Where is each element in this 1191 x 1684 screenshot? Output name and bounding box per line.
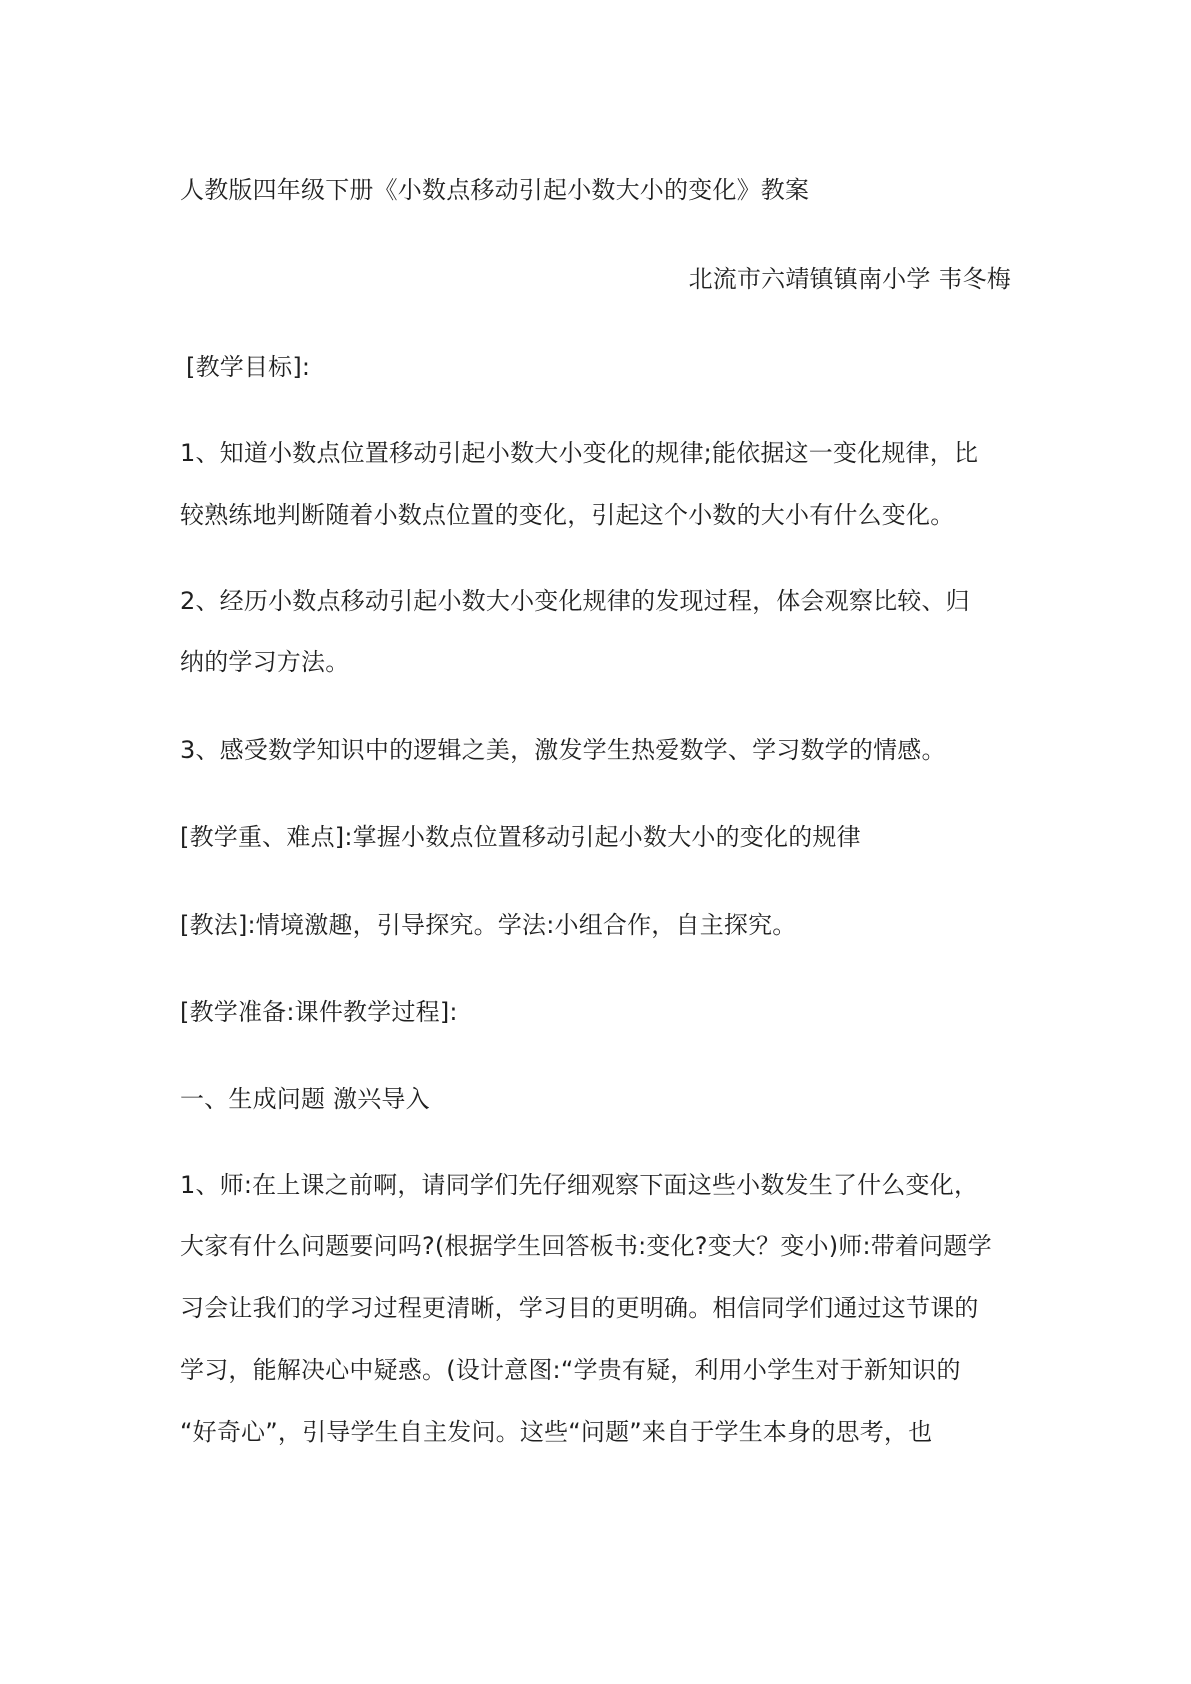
paragraph-1-line-5: “好奇心”，引导学生自主发问。这些“问题”来自于学生本身的思考，也 [180,1418,933,1446]
methods: [教法]:情境激趣，引导探究。学法:小组合作，自主探究。 [180,911,797,939]
paragraph-1-line-3: 习会让我们的学习过程更清晰，学习目的更明确。相信同学们通过这节课的 [180,1294,979,1322]
paragraph-1-line-4: 学习，能解决心中疑惑。(设计意图:“学贵有疑，利用小学生对于新知识的 [180,1356,961,1384]
objective-3: 3、感受数学知识中的逻辑之美，激发学生热爱数学、学习数学的情感。 [180,736,946,764]
document-title: 人教版四年级下册《小数点移动引起小数大小的变化》教案 [180,176,810,204]
section-1-heading: 一、生成问题 激兴导入 [180,1085,430,1113]
key-points: [教学重、难点]:掌握小数点位置移动引起小数大小的变化的规律 [180,823,861,851]
paragraph-1-line-1: 1、师:在上课之前啊，请同学们先仔细观察下面这些小数发生了什么变化， [180,1171,979,1199]
objective-2-line-2: 纳的学习方法。 [180,648,350,676]
author-line: 北流市六靖镇镇南小学 韦冬梅 [688,265,1011,293]
objective-1-line-1: 1、知道小数点位置移动引起小数大小变化的规律;能依据这一变化规律，比 [180,439,979,467]
objective-1-line-2: 较熟练地判断随着小数点位置的变化，引起这个小数的大小有什么变化。 [180,501,955,529]
paragraph-1-line-2: 大家有什么问题要问吗?(根据学生回答板书:变化?变大？变小)师:带着问题学 [180,1232,992,1260]
preparation: [教学准备:课件教学过程]: [180,998,458,1026]
objectives-heading: [教学目标]: [186,353,311,381]
objective-2-line-1: 2、经历小数点移动引起小数大小变化规律的发现过程，体会观察比较、归 [180,587,970,615]
